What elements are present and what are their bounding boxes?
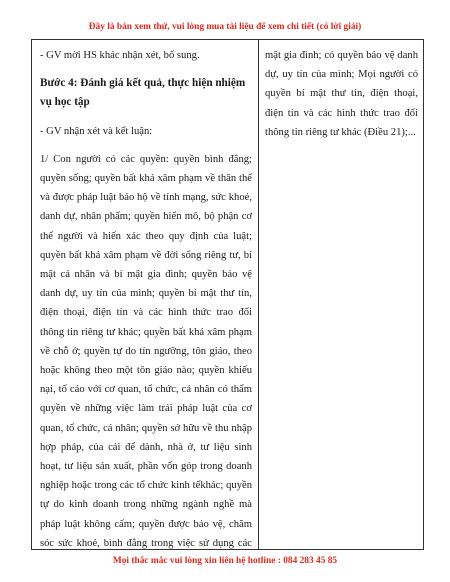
teacher-conclusion-text: - GV nhận xét và kết luận: (40, 125, 153, 137)
teacher-invite-text: - GV mời HS khác nhận xét, bổ sung. (40, 50, 200, 61)
human-rights-paragraph: 1/ Con người có các quyền: quyền bình đẳng; quyền sống; quyền bất khả xâm phạm về thân thể và được pháp luật bảo hộ về tính mạng, sức khoẻ, danh dự, nhân phẩm; quyền hiến mô, bộ phận cơ thể người và hiến xác theo quy định của luật; quyền bất khả xâm phạm về đời sống riêng tư, bí mật cá nhân và bí mật gia đình; quyền bảo vệ danh dự, uy tín của mình; quyền bí mật thư tín, điện thoại, điện tín và các hình thức trao đổi thông tin riêng tư khác; quyền bất khả xâm phạm về chỗ ở; quyền tự do tín ngưỡng, tôn giáo, theo hoặc không theo một tôn giáo nào; quyền khiếu nại, tố cáo với cơ quan, tổ chức, cá nhân có thẩm quyền về những việc làm trái pháp luật của cơ quan, tổ chức, cá nhân; quyền sở hữu về thu nhập hợp pháp, của cải để dành, nhà ở, tư liệu sinh hoạt, tư liệu sản xuất, phần vốn góp trong doanh nghiệp hoặc trong các tổ chức kinh tếkhác; quyền tự do kinh doanh trong những ngành nghề mà pháp luật không cấm; quyền được bảo vệ, chăm sóc sức khoẻ, bình đẳng trong việc sử dụng các (40, 153, 252, 549)
column-divider (258, 40, 259, 549)
lesson-table (31, 39, 424, 550)
right-column (265, 46, 418, 142)
privacy-rights-paragraph: mật gia đình; có quyền bảo vệ danh dự, uy tín của mình; Mọi người có quyền bí mật thư tín, điện thoại, điện tín và các hình thức trao đổi thông tin riêng tư khác (Điều 21);... (265, 50, 418, 138)
step-4-heading: Bước 4: Đánh giá kết quả, thực hiện nhiệm vụ học tập (40, 77, 246, 109)
left-column (40, 46, 252, 550)
preview-notice-banner: Đây là bản xem thử, vui lòng mua tài liệu để xem chi tiết (có lời giải) (88, 22, 362, 32)
hotline-banner: Mọi thắc mắc vui lòng xin liên hệ hotline : 084 283 45 85 (112, 556, 338, 566)
